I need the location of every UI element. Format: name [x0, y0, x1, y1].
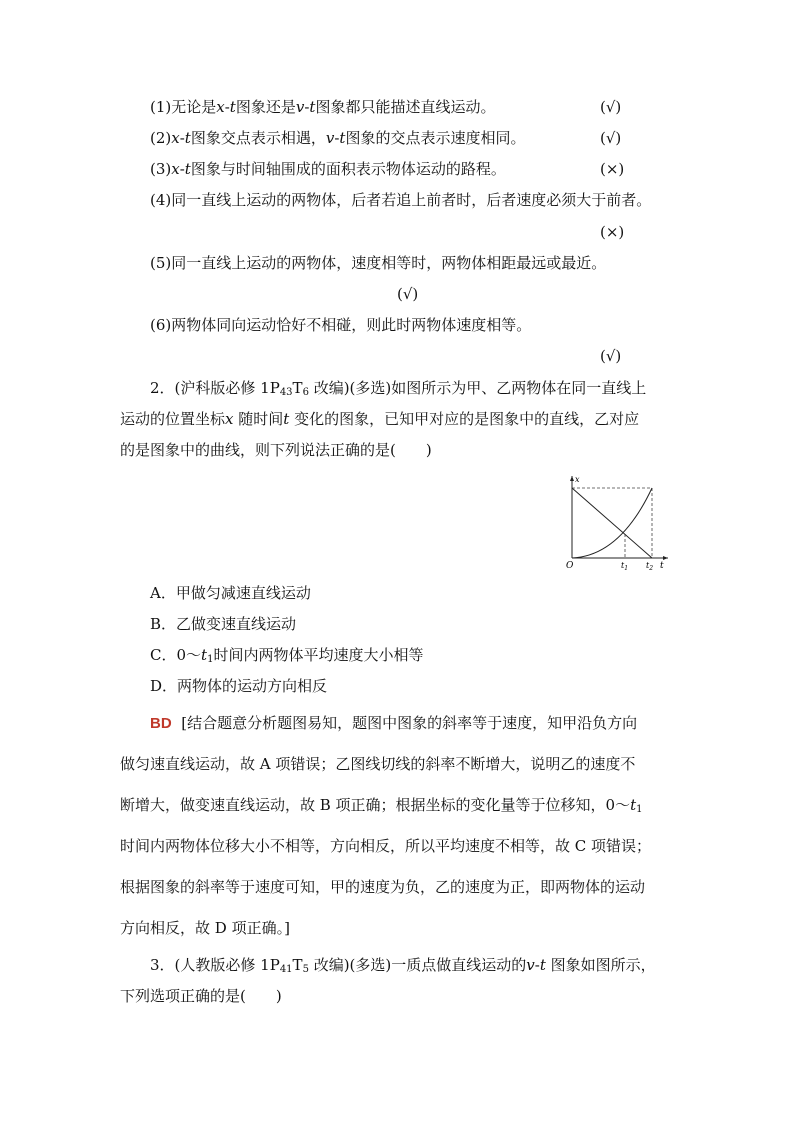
judgment-6: (6)两物体同向运动恰好不相碰，则此时两物体速度相等。	[150, 316, 532, 334]
x-axis-label: x	[575, 475, 580, 484]
judgment-1: (1)无论是x-t图象还是v-t图象都只能描述直线运动。	[150, 98, 496, 116]
q2-stem-line1: 2．(沪科版必修 $1P_{43}T_6$ 改编)(多选)如图所示为甲、乙两物体在同一直线上	[150, 379, 647, 398]
origin-label: O	[566, 561, 574, 571]
q2-exp-line4: 时间内两物体位移大小不相等，方向相反，所以平均速度不相等，故 C 项错误；	[120, 837, 652, 855]
judgment-6-mark: (√)	[600, 347, 622, 365]
q2-stem-line3: 的是图象中的曲线，则下列说法正确的是( )	[120, 441, 432, 459]
q2-stem-line2: 运动的位置坐标x 随时间t 变化的图象，已知甲对应的是图象中的直线，乙对应	[120, 410, 640, 428]
judgment-1-mark: (√)	[600, 98, 622, 116]
q2-answer-line1: BD [结合题意分析题图易知，题图中图象的斜率等于速度，知甲沿负方向	[150, 714, 638, 732]
t1-label: $t_1$	[621, 561, 629, 572]
q2-xt-graph	[560, 472, 672, 572]
t2-label: $t_2$	[646, 561, 654, 572]
jia-straight-line	[572, 488, 652, 558]
answer-badge: BD	[150, 715, 172, 732]
t-axis-arrow	[663, 556, 668, 560]
option-a: A．甲做匀减速直线运动	[150, 584, 311, 602]
judgment-2-mark: (√)	[600, 129, 622, 147]
q2-exp-line2: 做匀速直线运动，故 A 项错误；乙图线切线的斜率不断增大，说明乙的速度不	[120, 755, 636, 773]
judgment-3: (3)x-t图象与时间轴围成的面积表示物体运动的路程。	[150, 160, 506, 178]
option-b: B．乙做变速直线运动	[150, 615, 297, 633]
judgment-4-mark: (×)	[600, 223, 625, 241]
judgment-2: (2)x-t图象交点表示相遇，v-t图象的交点表示速度相同。	[150, 129, 526, 147]
q3-stem-line1: 3．(人教版必修 $1P_{41}T_5$ 改编)(多选)一质点做直线运动的v-t 图象如图所示，	[150, 956, 656, 975]
q2-exp-line3: 断增大，做变速直线运动，故 B 项正确；根据坐标的变化量等于位移知，$0\sim t_1$	[120, 796, 643, 815]
judgment-4: (4)同一直线上运动的两物体，后者若追上前者时，后者速度必须大于前者。	[150, 191, 652, 209]
judgment-5-mark: (√)	[397, 285, 419, 303]
q2-exp-line5: 根据图象的斜率等于速度可知，甲的速度为负，乙的速度为正，即两物体的运动	[120, 878, 646, 896]
x-axis-arrow	[570, 476, 574, 481]
option-d: D．两物体的运动方向相反	[150, 677, 328, 695]
q3-stem-line2: 下列选项正确的是( )	[120, 987, 282, 1005]
judgment-5: (5)同一直线上运动的两物体，速度相等时，两物体相距最远或最近。	[150, 254, 607, 272]
t-axis-label: t	[660, 561, 664, 571]
q2-exp-line6: 方向相反，故 D 项正确。]	[120, 919, 290, 937]
judgment-3-mark: (×)	[600, 160, 625, 178]
option-c: C．$0\sim t_1$时间内两物体平均速度大小相等	[150, 646, 424, 665]
